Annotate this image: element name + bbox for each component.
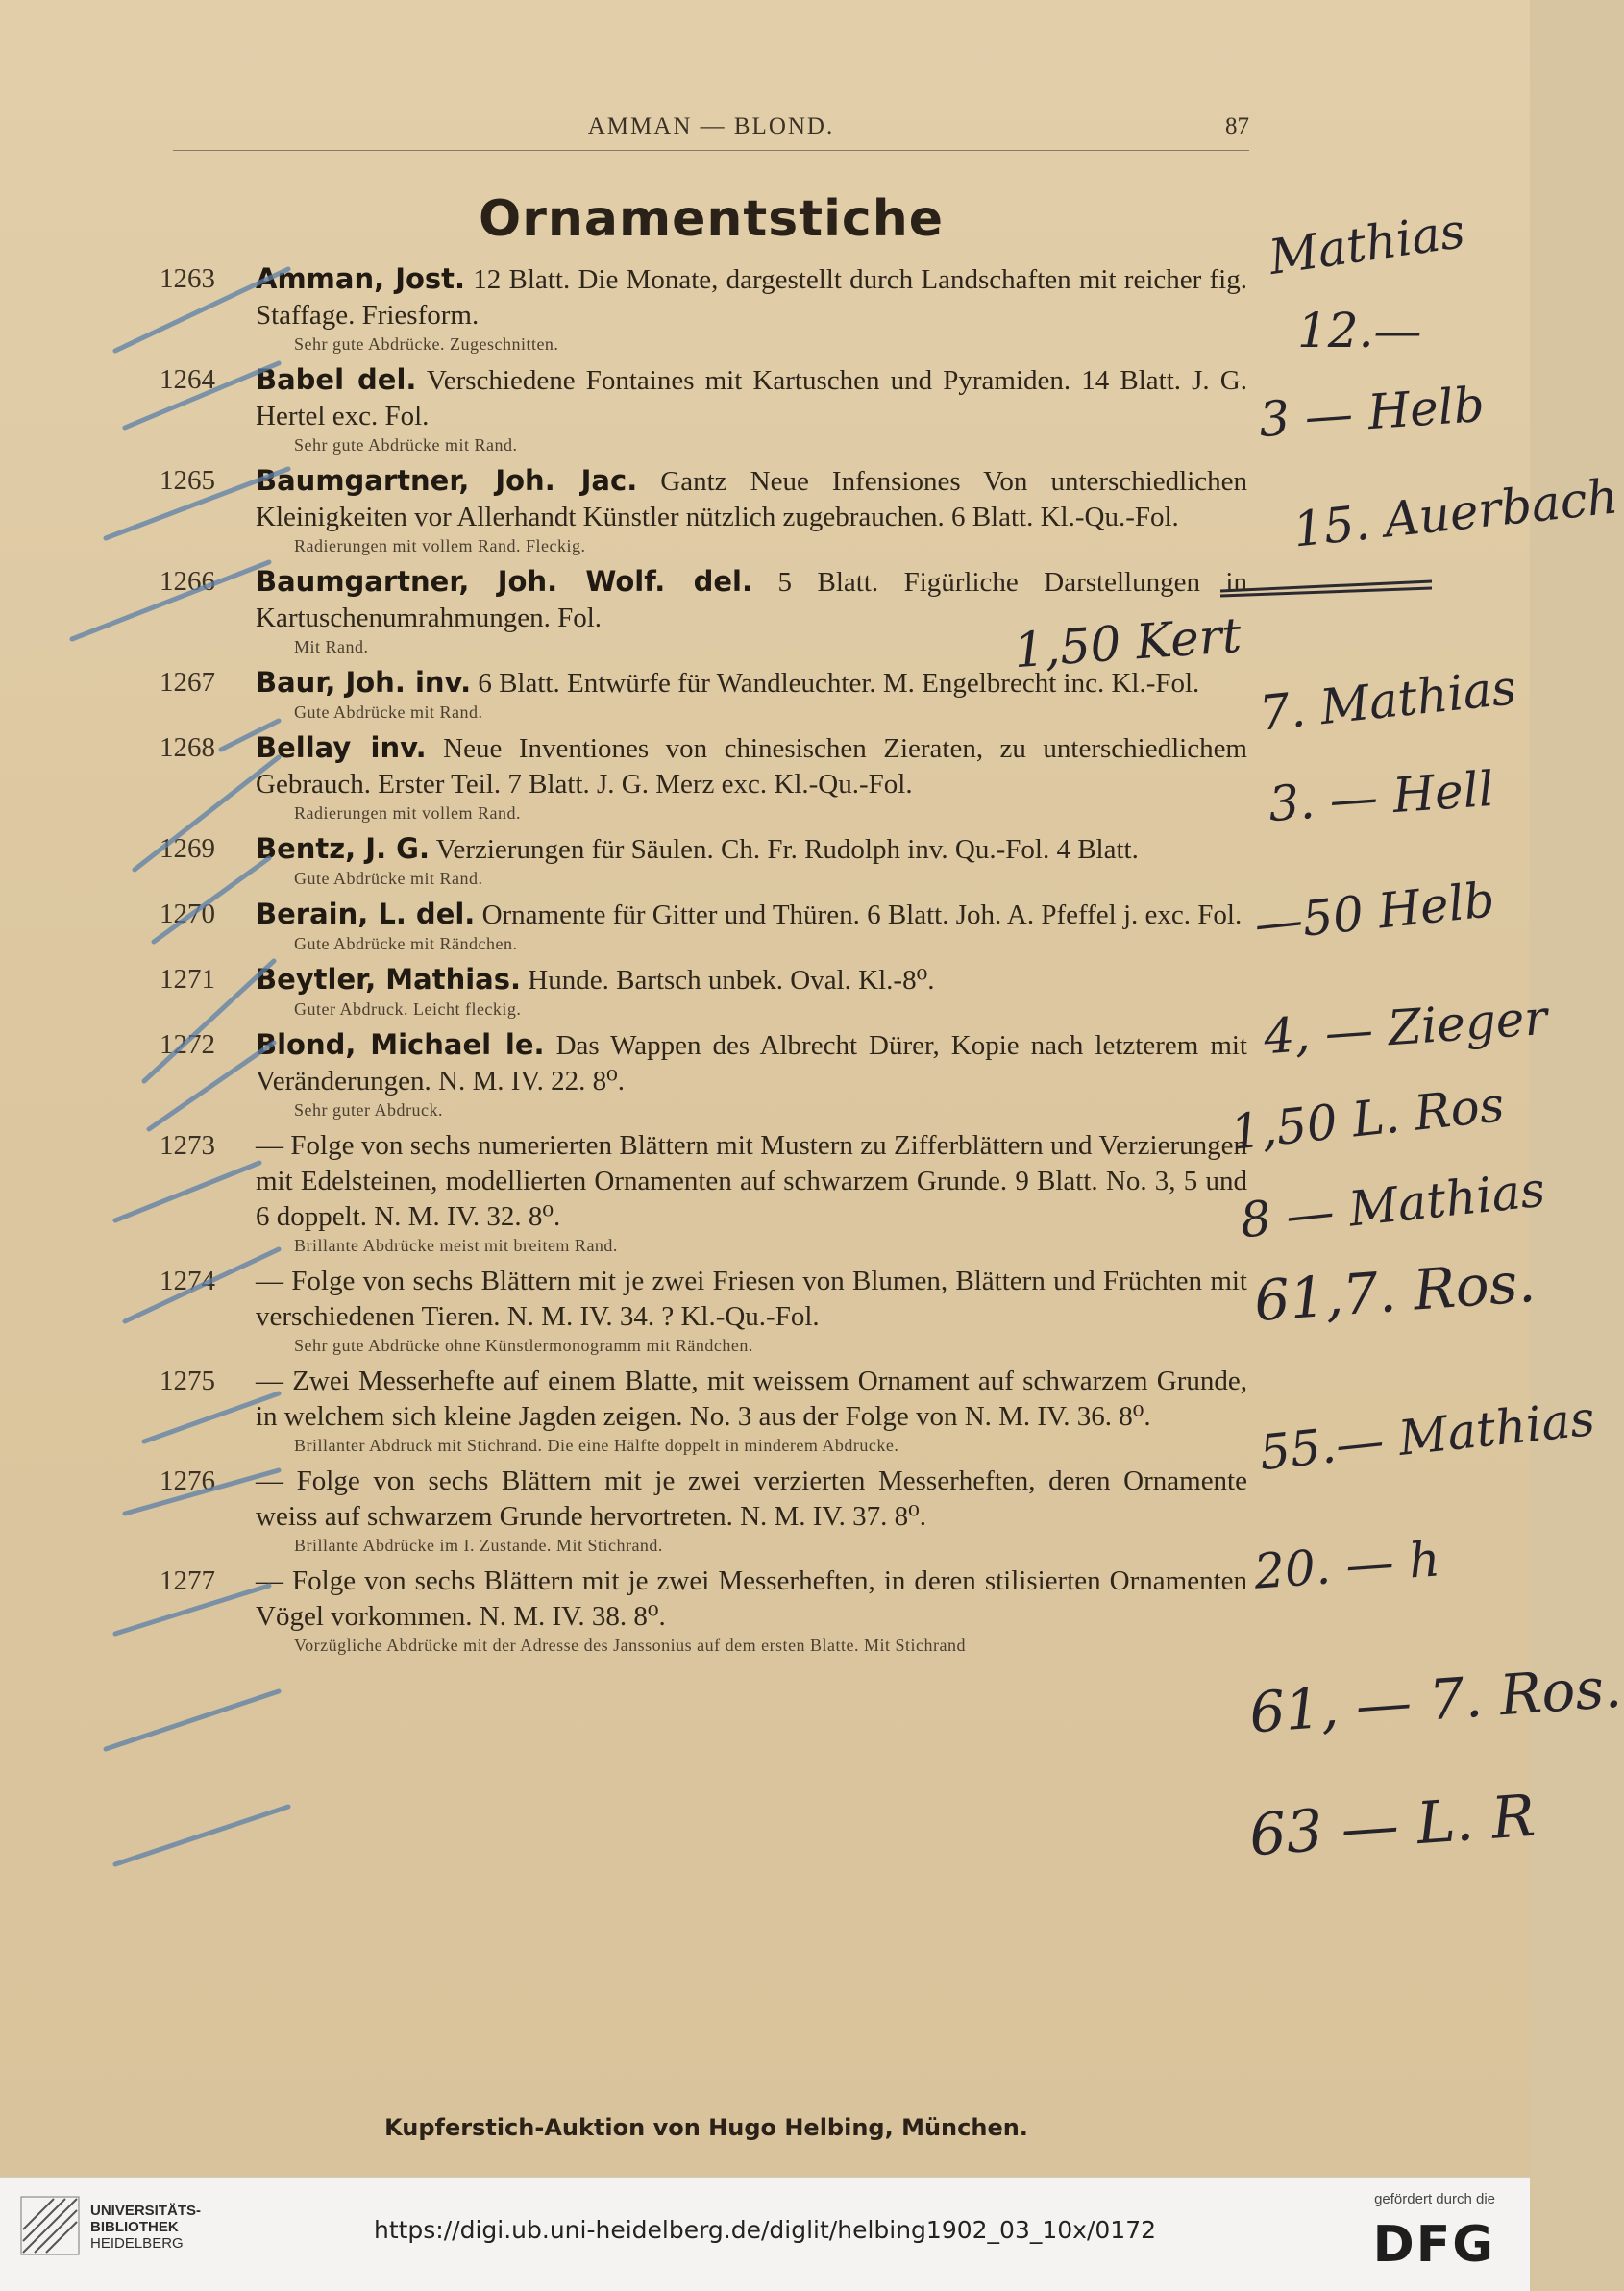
handwritten-price: 3. — Hell [1267,760,1496,833]
catalogue-entry [160,831,1247,889]
catalogue-entry [160,897,1247,954]
lot-number: 1275 [160,1366,215,1396]
artist-name: Baur, Joh. inv. [256,666,472,699]
lot-number: 1265 [160,465,215,496]
handwritten-price: 55.— Mathias [1256,1390,1598,1482]
dfg-logo: DFG [1372,2216,1495,2274]
lot-description: 6 Blatt. Entwürfe für Wandleuchter. M. Engelbrecht inc. Kl.-Fol. [471,668,1200,699]
lot-description: — Folge von sechs Blättern mit je zwei Friesen von Blumen, Blättern und Früchten mit verschiedenen Tieren. N. M. IV. 34. ? Kl.-Qu.-Fol. [256,1266,1247,1332]
handwritten-buyer: Mathias [1265,203,1468,285]
section-title: Ornamentstiche [478,190,945,248]
artist-name: Blond, Michael le. [256,1028,545,1061]
catalogue-entry [160,1027,1247,1121]
catalogue-entry [160,730,1247,824]
catalogue-entry [160,1564,1247,1656]
condition-note: Sehr gute Abdrücke. Zugeschnitten. [294,334,559,354]
artist-name: Baumgartner, Joh. Wolf. del. [256,565,753,598]
lot-number: 1273 [160,1130,215,1161]
lot-number: 1268 [160,732,215,763]
catalogue-entry [160,261,1247,355]
handwritten-price: 61,7. Ros. [1251,1248,1538,1335]
funding-caption: gefördert durch die [1374,2191,1495,2207]
artist-name: Bellay inv. [256,731,427,764]
condition-note: Brillante Abdrücke im I. Zustande. Mit Stichrand. [294,1536,663,1555]
lot-description: Hunde. Bartsch unbek. Oval. Kl.-8⁰. [521,965,935,996]
library-name: UNIVERSITÄTS- BIBLIOTHEK HEIDELBERG [90,2203,202,2252]
lot-number: 1271 [160,964,215,995]
lot-number: 1274 [160,1266,215,1296]
artist-name: Amman, Jost. [256,262,466,295]
lot-number: 1272 [160,1029,215,1060]
condition-note: Vorzügliche Abdrücke mit der Adresse des Janssonius auf dem ersten Blatte. Mit Stichrand [294,1636,967,1655]
catalogue-entry [160,362,1247,456]
lot-number: 1270 [160,899,215,929]
condition-note: Sehr guter Abdruck. [294,1100,443,1120]
lot-description: — Zwei Messerhefte auf einem Blatte, mit weissem Ornament auf schwarzem Grunde, in welchem sich kleine Jagden zeigen. No. 3 aus der Folge von N. M. IV. 36. 8⁰. [256,1366,1247,1432]
catalogue-entry [160,962,1247,1020]
lot-description: Gantz Neue Infensiones Von unterschiedlichen Kleinigkeiten vor Allerhandt Künstler nützlich zugebrauchen. 6 Blatt. Kl.-Qu.-Fol. [256,466,1247,532]
condition-note: Radierungen mit vollem Rand. [294,803,521,823]
lot-number: 1276 [160,1466,215,1496]
lot-description: Verschiedene Fontaines mit Kartuschen und Pyramiden. 14 Blatt. J. G. Hertel exc. Fol. [256,365,1247,431]
lot-description: — Folge von sechs Blättern mit je zwei Messerheften, in deren stilisierten Ornamenten Vögel vorkommen. N. M. IV. 38. 8⁰. [256,1565,1247,1632]
lot-number: 1277 [160,1565,215,1596]
handwritten-price: 15. Auerbach [1290,468,1621,558]
lot-description: Ornamente für Gitter und Thüren. 6 Blatt. Joh. A. Pfeffel j. exc. Fol. [475,899,1243,930]
handwritten-price: 4, — Zieger [1262,989,1549,1066]
catalogue-entry [160,1128,1247,1256]
condition-note: Sehr gute Abdrücke ohne Künstlermonogramm mit Rändchen. [294,1336,753,1355]
condition-note: Gute Abdrücke mit Rand. [294,869,483,888]
condition-note: Mit Rand. [294,637,369,656]
condition-note: Gute Abdrücke mit Rand. [294,702,483,722]
condition-note: Radierungen mit vollem Rand. Fleckig. [294,536,586,555]
handwritten-price: 12.— [1297,303,1422,358]
catalogue-entry [160,463,1247,556]
running-head [173,108,1249,151]
handwritten-price: 7. Mathias [1256,659,1519,742]
viewer-footer-bar [0,2177,1530,2291]
lot-description: Neue Inventiones von chinesischen Zieraten, zu unterschiedlichem Gebrauch. Erster Teil. 7 Blatt. J. G. Merz exc. Kl.-Qu.-Fol. [256,733,1247,800]
catalogue-entry [160,1264,1247,1356]
artist-name: Bentz, J. G. [256,832,430,865]
lot-description: 12 Blatt. Die Monate, dargestellt durch Landschaften mit reicher fig. Staffage. Friesform. [256,264,1247,331]
condition-note: Brillanter Abdruck mit Stichrand. Die eine Hälfte doppelt in minderem Abdrucke. [294,1436,899,1455]
condition-note: Sehr gute Abdrücke mit Rand. [294,435,518,455]
catalogue-entry [160,1464,1247,1556]
handwritten-price: 20. — h [1252,1531,1442,1600]
page-number: 87 [1225,113,1249,139]
lot-number: 1264 [160,364,215,395]
handwritten-price: 61, — 7. Ros. [1247,1654,1624,1746]
handwritten-price: 1,50 Kert [1012,606,1243,679]
artist-name: Babel del. [256,363,417,396]
artist-name: Berain, L. del. [256,898,476,930]
lot-description: 5 Blatt. Figürliche Darstellungen in Kartuschenumrahmungen. Fol. [256,567,1247,633]
handwritten-price: 1,50 L. Ros [1227,1076,1507,1161]
permalink-url[interactable]: https://digi.ub.uni-heidelberg.de/diglit/helbing1902_03_10x/0172 [373,2216,1157,2244]
handwritten-price: 3 — Helb [1257,376,1487,449]
handwritten-price: —50 Helb [1251,872,1498,952]
auction-footer: Kupferstich-Auktion von Hugo Helbing, München. [384,2114,1028,2141]
lot-number: 1267 [160,667,215,698]
handwritten-price: 63 — L. R [1246,1782,1538,1870]
condition-note: Brillante Abdrücke meist mit breitem Rand. [294,1236,618,1255]
catalogue-entries [160,261,1247,1663]
lot-description: Das Wappen des Albrecht Dürer, Kopie nach letzterem mit Veränderungen. N. M. IV. 22. 8⁰. [256,1030,1247,1096]
running-title: AMMAN — BLOND. [587,113,835,139]
lot-description: — Folge von sechs Blättern mit je zwei verzierten Messerheften, deren Ornamente weiss auf schwarzem Grunde hervortreten. N. M. IV. 37. 8⁰. [256,1466,1247,1532]
catalogue-entry [160,1364,1247,1456]
handwritten-price: 8 — Mathias [1237,1161,1548,1249]
lot-number: 1263 [160,263,215,294]
lot-number: 1269 [160,833,215,864]
lot-number: 1266 [160,566,215,597]
artist-name: Baumgartner, Joh. Jac. [256,464,638,497]
condition-note: Guter Abdruck. Leicht fleckig. [294,999,522,1019]
lot-description: Verzierungen für Säulen. Ch. Fr. Rudolph inv. Qu.-Fol. 4 Blatt. [430,834,1139,865]
lot-description: — Folge von sechs numerierten Blättern mit Mustern zu Zifferblättern und Verzierungen mit Edelsteinen, modellierten Ornamenten auf schwarzem Grunde. 9 Blatt. No. 3, 5 und 6 doppelt. N. M. IV. 32. 8⁰. [256,1130,1247,1232]
condition-note: Gute Abdrücke mit Rändchen. [294,934,518,953]
artist-name: Beytler, Mathias. [256,963,522,996]
